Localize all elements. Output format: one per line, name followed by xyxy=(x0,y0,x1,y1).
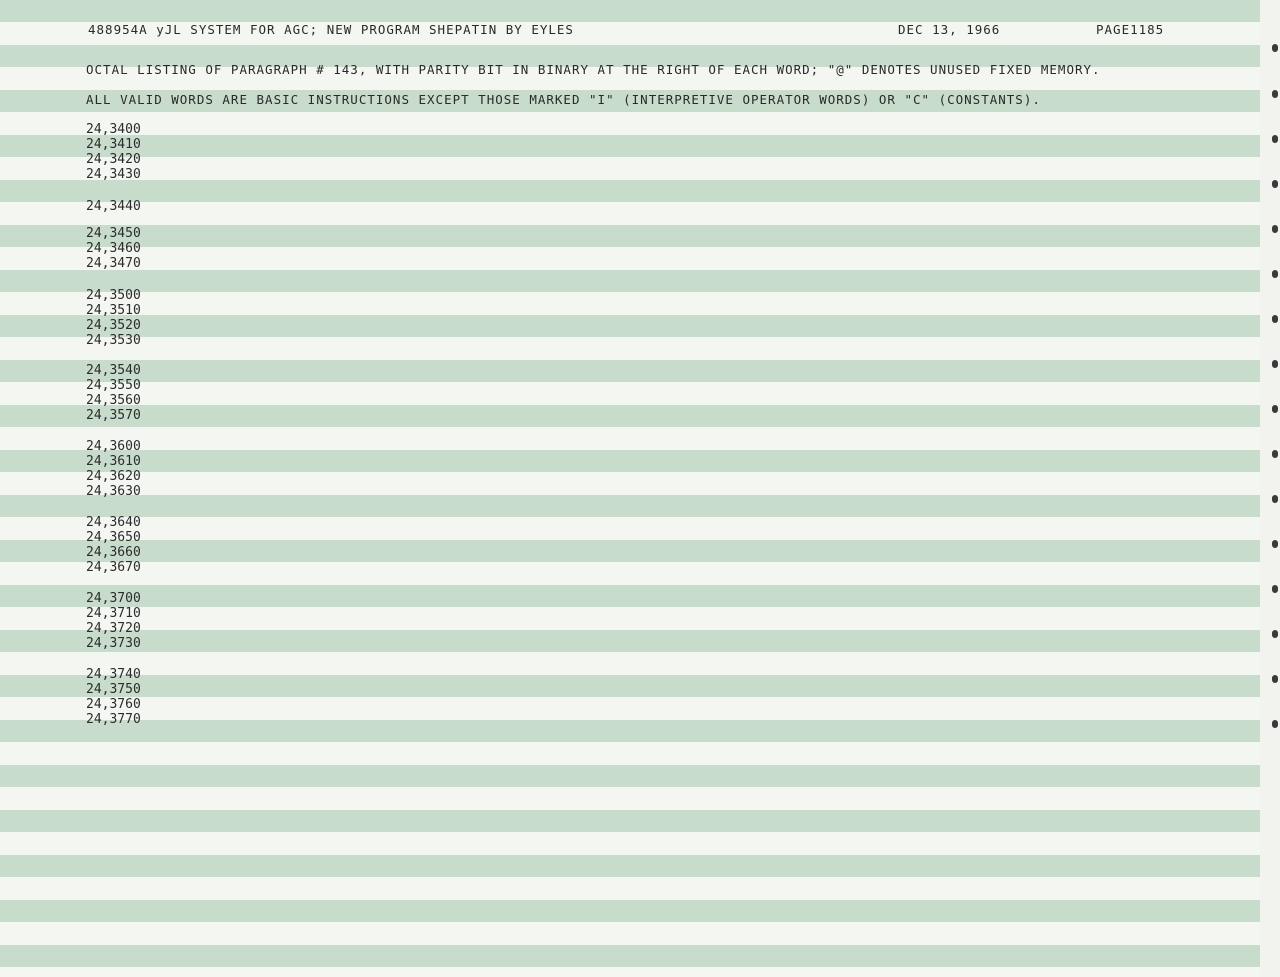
memory-address: 24,3560 xyxy=(86,393,141,408)
memory-address: 24,3650 xyxy=(86,530,141,545)
memory-address: 24,3470 xyxy=(86,256,141,271)
feed-hole xyxy=(1272,225,1278,233)
memory-address: 24,3660 xyxy=(86,545,141,560)
memory-address: 24,3410 xyxy=(86,137,141,152)
memory-address: 24,3540 xyxy=(86,363,141,378)
feed-hole xyxy=(1272,44,1278,52)
memory-address: 24,3740 xyxy=(86,667,141,682)
memory-address: 24,3720 xyxy=(86,621,141,636)
feed-hole xyxy=(1272,180,1278,188)
feed-hole xyxy=(1272,360,1278,368)
memory-address: 24,3600 xyxy=(86,439,141,454)
feed-hole xyxy=(1272,90,1278,98)
memory-address: 24,3670 xyxy=(86,560,141,575)
memory-address: 24,3570 xyxy=(86,408,141,423)
memory-address: 24,3520 xyxy=(86,318,141,333)
feed-hole xyxy=(1272,315,1278,323)
memory-address: 24,3630 xyxy=(86,484,141,499)
feed-hole xyxy=(1272,585,1278,593)
memory-address: 24,3460 xyxy=(86,241,141,256)
memory-address: 24,3420 xyxy=(86,152,141,167)
print-date: DEC 13, 1966 xyxy=(898,22,1001,37)
memory-address: 24,3430 xyxy=(86,167,141,182)
memory-address: 24,3440 xyxy=(86,199,141,214)
tractor-feed-edge xyxy=(1260,0,1280,977)
feed-hole xyxy=(1272,450,1278,458)
memory-address: 24,3500 xyxy=(86,288,141,303)
memory-address: 24,3710 xyxy=(86,606,141,621)
memory-address: 24,3550 xyxy=(86,378,141,393)
feed-hole xyxy=(1272,495,1278,503)
memory-address: 24,3640 xyxy=(86,515,141,530)
memory-address: 24,3400 xyxy=(86,122,141,137)
job-title: 488954A yJL SYSTEM FOR AGC; NEW PROGRAM SHEPATIN BY EYLES xyxy=(88,22,574,37)
memory-address: 24,3620 xyxy=(86,469,141,484)
feed-hole xyxy=(1272,135,1278,143)
page-number: PAGE1185 xyxy=(1096,22,1165,37)
memory-address: 24,3450 xyxy=(86,226,141,241)
memory-address: 24,3760 xyxy=(86,697,141,712)
memory-address: 24,3770 xyxy=(86,712,141,727)
feed-hole xyxy=(1272,675,1278,683)
memory-address: 24,3610 xyxy=(86,454,141,469)
feed-hole xyxy=(1272,270,1278,278)
feed-hole xyxy=(1272,630,1278,638)
memory-address: 24,3510 xyxy=(86,303,141,318)
feed-hole xyxy=(1272,405,1278,413)
listing-legend: ALL VALID WORDS ARE BASIC INSTRUCTIONS EXCEPT THOSE MARKED "I" (INTERPRETIVE OPERATOR WORDS) OR "C" (CONSTANTS). xyxy=(86,92,1041,107)
memory-address: 24,3730 xyxy=(86,636,141,651)
memory-address: 24,3750 xyxy=(86,682,141,697)
memory-address: 24,3700 xyxy=(86,591,141,606)
feed-hole xyxy=(1272,540,1278,548)
listing-description: OCTAL LISTING OF PARAGRAPH # 143, WITH PARITY BIT IN BINARY AT THE RIGHT OF EACH WORD; "@" DENOTES UNUSED FIXED MEMORY. xyxy=(86,62,1101,77)
feed-hole xyxy=(1272,720,1278,728)
memory-address: 24,3530 xyxy=(86,333,141,348)
